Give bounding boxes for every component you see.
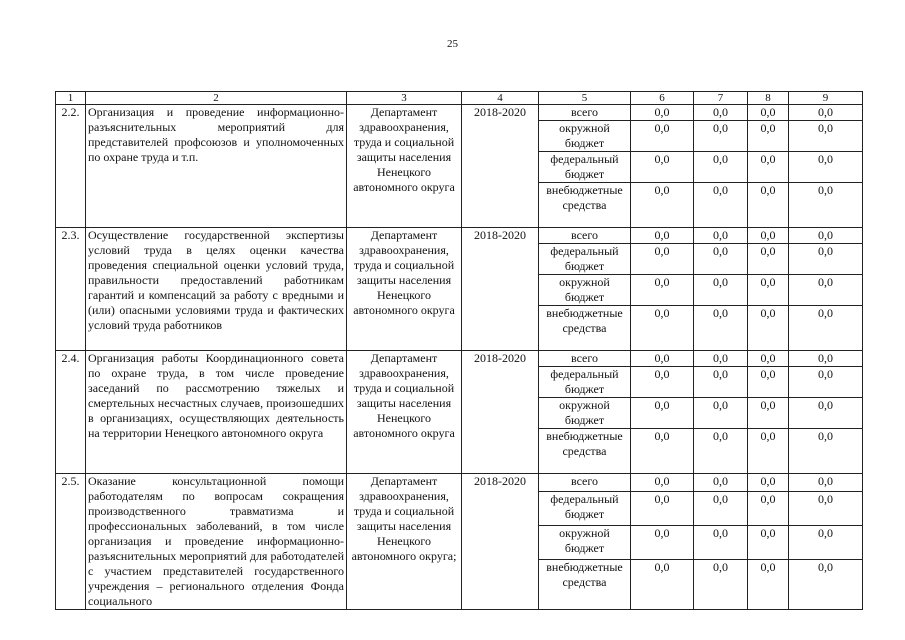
funding-source: внебюджетные средства [539,560,631,610]
funding-value-col-6: 0,0 [631,367,694,398]
funding-value-col-7: 0,0 [694,183,748,228]
funding-value-col-8: 0,0 [748,474,789,492]
funding-value-col-8: 0,0 [748,275,789,306]
funding-value-col-8: 0,0 [748,398,789,429]
row-department: Департамент здравоохранения, труда и социальной защиты населения Ненецкого автономного округа [347,228,462,351]
row-description: Оказание консультационной помощи работодателям по вопросам сокращения производственного травматизма и профессиональных заболеваний, в том числе организация и проведение информационно-разъяснительных мероприятий для работодателей с участием представителей государственного учреждения – регионального отделения Фонда социального [86,474,347,610]
funding-value-col-9: 0,0 [789,474,863,492]
funding-value-col-9: 0,0 [789,367,863,398]
funding-value-col-6: 0,0 [631,275,694,306]
funding-value-col-7: 0,0 [694,398,748,429]
funding-value-col-9: 0,0 [789,183,863,228]
funding-value-col-7: 0,0 [694,351,748,367]
funding-value-col-9: 0,0 [789,121,863,152]
funding-source: федеральный бюджет [539,244,631,275]
col-header-5: 5 [539,92,631,105]
funding-value-col-9: 0,0 [789,525,863,559]
funding-value-col-9: 0,0 [789,560,863,610]
funding-value-col-7: 0,0 [694,560,748,610]
funding-value-col-6: 0,0 [631,244,694,275]
funding-value-col-6: 0,0 [631,429,694,474]
funding-value-col-7: 0,0 [694,306,748,351]
table-row [56,351,863,367]
row-period: 2018-2020 [462,228,539,351]
funding-value-col-7: 0,0 [694,491,748,525]
funding-value-col-8: 0,0 [748,244,789,275]
funding-value-col-7: 0,0 [694,152,748,183]
funding-value-col-6: 0,0 [631,306,694,351]
funding-source: всего [539,105,631,121]
funding-value-col-6: 0,0 [631,474,694,492]
funding-value-col-8: 0,0 [748,367,789,398]
funding-value-col-6: 0,0 [631,183,694,228]
funding-value-col-8: 0,0 [748,183,789,228]
funding-source: окружной бюджет [539,525,631,559]
funding-source: федеральный бюджет [539,491,631,525]
funding-value-col-9: 0,0 [789,491,863,525]
funding-value-col-7: 0,0 [694,525,748,559]
row-number: 2.5. [56,474,86,610]
col-header-7: 7 [694,92,748,105]
funding-value-col-9: 0,0 [789,398,863,429]
funding-value-col-7: 0,0 [694,105,748,121]
funding-source: внебюджетные средства [539,429,631,474]
funding-value-col-9: 0,0 [789,244,863,275]
col-header-8: 8 [748,92,789,105]
col-header-1: 1 [56,92,86,105]
funding-value-col-8: 0,0 [748,429,789,474]
funding-source: окружной бюджет [539,121,631,152]
funding-value-col-9: 0,0 [789,105,863,121]
row-description: Организация работы Координационного совета по охране труда, в том числе проведение заседаний по рассмотрению тяжелых и смертельных несчастных случаев, произошедших в организациях, осуществляющих деятельность на территории Ненецкого автономного округа [86,351,347,474]
funding-source: окружной бюджет [539,275,631,306]
row-department: Департамент здравоохранения, труда и социальной защиты населения Ненецкого автономного округа [347,351,462,474]
page-number: 25 [447,38,458,50]
funding-value-col-8: 0,0 [748,152,789,183]
funding-value-col-6: 0,0 [631,105,694,121]
funding-source: всего [539,228,631,244]
funding-value-col-6: 0,0 [631,351,694,367]
funding-value-col-9: 0,0 [789,275,863,306]
funding-source: всего [539,474,631,492]
row-department: Департамент здравоохранения, труда и социальной защиты населения Ненецкого автономного округа; [347,474,462,610]
funding-source: всего [539,351,631,367]
row-period: 2018-2020 [462,105,539,228]
row-number: 2.3. [56,228,86,351]
funding-value-col-8: 0,0 [748,351,789,367]
funding-value-col-8: 0,0 [748,525,789,559]
col-header-9: 9 [789,92,863,105]
funding-value-col-9: 0,0 [789,351,863,367]
funding-value-col-8: 0,0 [748,306,789,351]
row-number: 2.4. [56,351,86,474]
funding-value-col-6: 0,0 [631,525,694,559]
funding-value-col-8: 0,0 [748,560,789,610]
funding-value-col-8: 0,0 [748,121,789,152]
funding-value-col-9: 0,0 [789,228,863,244]
funding-value-col-7: 0,0 [694,474,748,492]
table-row [56,228,863,244]
funding-value-col-6: 0,0 [631,560,694,610]
funding-source: внебюджетные средства [539,306,631,351]
funding-value-col-9: 0,0 [789,152,863,183]
funding-value-col-6: 0,0 [631,398,694,429]
funding-source: федеральный бюджет [539,152,631,183]
funding-value-col-8: 0,0 [748,105,789,121]
col-header-3: 3 [347,92,462,105]
funding-value-col-7: 0,0 [694,228,748,244]
row-period: 2018-2020 [462,474,539,610]
program-table [55,91,863,610]
funding-value-col-8: 0,0 [748,491,789,525]
funding-value-col-6: 0,0 [631,228,694,244]
col-header-6: 6 [631,92,694,105]
funding-value-col-6: 0,0 [631,152,694,183]
funding-value-col-7: 0,0 [694,367,748,398]
header-row [56,92,863,105]
funding-source: окружной бюджет [539,398,631,429]
funding-source: федеральный бюджет [539,367,631,398]
row-description: Осуществление государственной экспертизы условий труда в целях оценки качества проведения специальной оценки условий труда, правильности предоставлений работникам гарантий и компенсаций за работу с вредными и (или) опасными условиями труда и фактических условий труда работников [86,228,347,351]
row-description: Организация и проведение информационно-разъяснительных мероприятий для представителей профсоюзов и уполномоченных по охране труда и т.п. [86,105,347,228]
funding-value-col-6: 0,0 [631,121,694,152]
table-row [56,474,863,492]
row-number: 2.2. [56,105,86,228]
funding-value-col-7: 0,0 [694,244,748,275]
funding-value-col-6: 0,0 [631,491,694,525]
funding-value-col-8: 0,0 [748,228,789,244]
funding-value-col-9: 0,0 [789,306,863,351]
funding-value-col-9: 0,0 [789,429,863,474]
funding-value-col-7: 0,0 [694,121,748,152]
row-period: 2018-2020 [462,351,539,474]
col-header-4: 4 [462,92,539,105]
col-header-2: 2 [86,92,347,105]
funding-value-col-7: 0,0 [694,429,748,474]
row-department: Департамент здравоохранения, труда и социальной защиты населения Ненецкого автономного округа [347,105,462,228]
funding-value-col-7: 0,0 [694,275,748,306]
funding-source: внебюджетные средства [539,183,631,228]
table-row [56,105,863,121]
